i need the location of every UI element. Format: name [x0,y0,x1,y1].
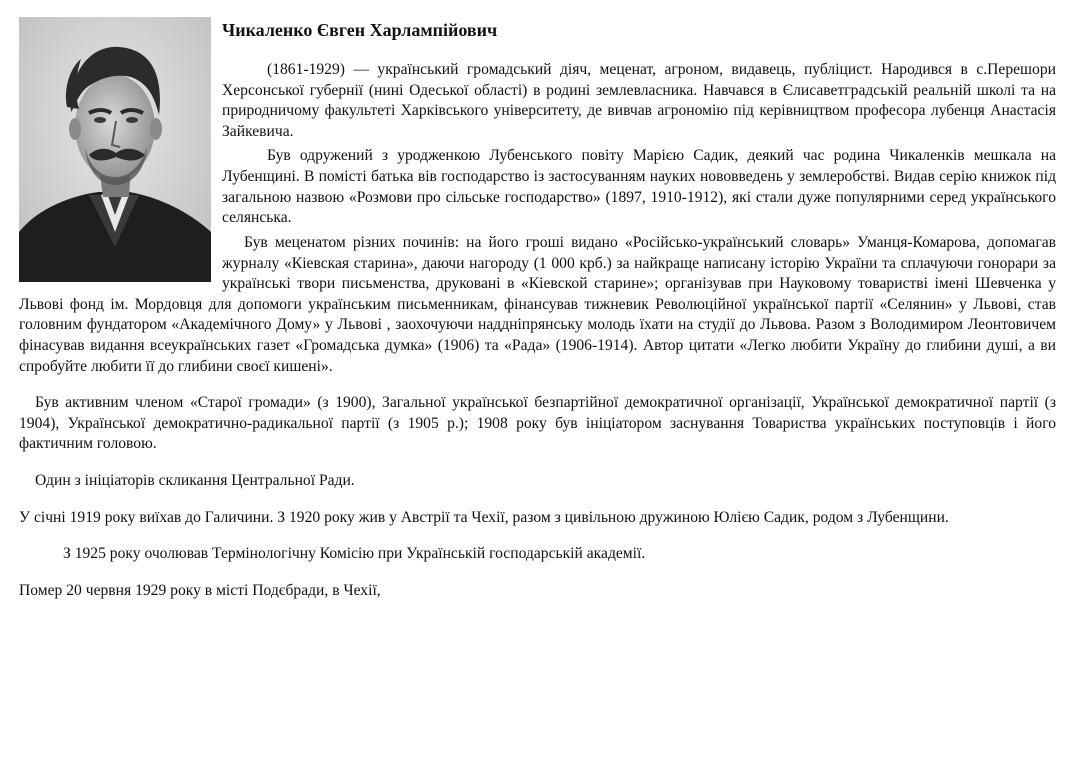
paragraph-family-agriculture: Був одружений з уродженкою Лубенського повіту Марією Садик, деякий час родина Чикаленків мешкала на Лубенщині. В помісті батька вів господарство із застосуванням науких нововведень у землеробстві. Видав серію книжок під загальною назвою «Розмови про сільське господарство» (1897, 1910-1912), які стали дуже популярними серед українського селянська. [222,147,1056,227]
paragraph-commission: З 1925 року очолював Термінологічну Комісію при Українській господарській академії. [63,545,646,563]
intro-text-block [222,60,1056,233]
paragraph-patronage: Був меценатом різних починів: на його гроші видано «Російсько-український словарь» Уманця-Комарова, допомагав журналу «Кіевская старина», даючи нагороду (1 000 крб.) за найкраще написану історію України та сплачуючи гонорари за українські твори письменства, друковані в «Кіевской старине»; організував при Науковому товаристві імені Шевченка у Львові фонд ім. Мордовця для допомоги українським письменникам, фінансував тижневик Революційної української партії «Селянин» у Львові, став головним фундатором «Академічного Дому» у Львові , заохочуючи наддніпрянську молодь їхати на студії до Львова. Разом з Володимиром Леонтовичем фінасував видання всеукраїнських газет «Громадська думка» (1906) та «Рада» (1906-1914). Автор цитати «Легко любити Україну до глибини душі, а ви спробуйте любити її до глибини своєї кишені». [19,234,1056,375]
paragraph-membership: Був активним членом «Старої громади» (з 1900), Загальної української безпартійної демократичної організації, Української демократичної партії (з 1904), Української демократично-радикальної партії (з 1905 р.); 1908 року був ініціатором заснування Товариства українських поступовців і його фактичним головою. [19,394,1056,453]
main-text-block [19,233,1056,601]
person-name-heading: Чикаленко Євген Харлампійович [222,20,498,40]
paragraph-biography-intro: (1861-1929) — український громадський діяч, меценат, агроном, видавець, публіцист. Народився в с.Перешори Херсонської губернії (нині Одеської області) в родині землевласника. Навчався в Єлисаветградській реальній школі та на природничому факультеті Харківського університету, де вивчав агрономію під керівництвом професора лубенця Анастасія Зайкевича. [222,61,1056,140]
paragraph-emigration: У січні 1919 року виїхав до Галичини. З 1920 року жив у Австрії та Чехії, разом з цивільною дружиною Юлією Садик, родом з Лубенщини. [19,508,949,526]
paragraph-death: Помер 20 червня 1929 року в місті Подєбради, в Чехії, [19,581,381,599]
portrait-spacer [19,233,222,282]
paragraph-central-rada: Один з ініціаторів скликання Центральної Ради. [35,471,355,489]
